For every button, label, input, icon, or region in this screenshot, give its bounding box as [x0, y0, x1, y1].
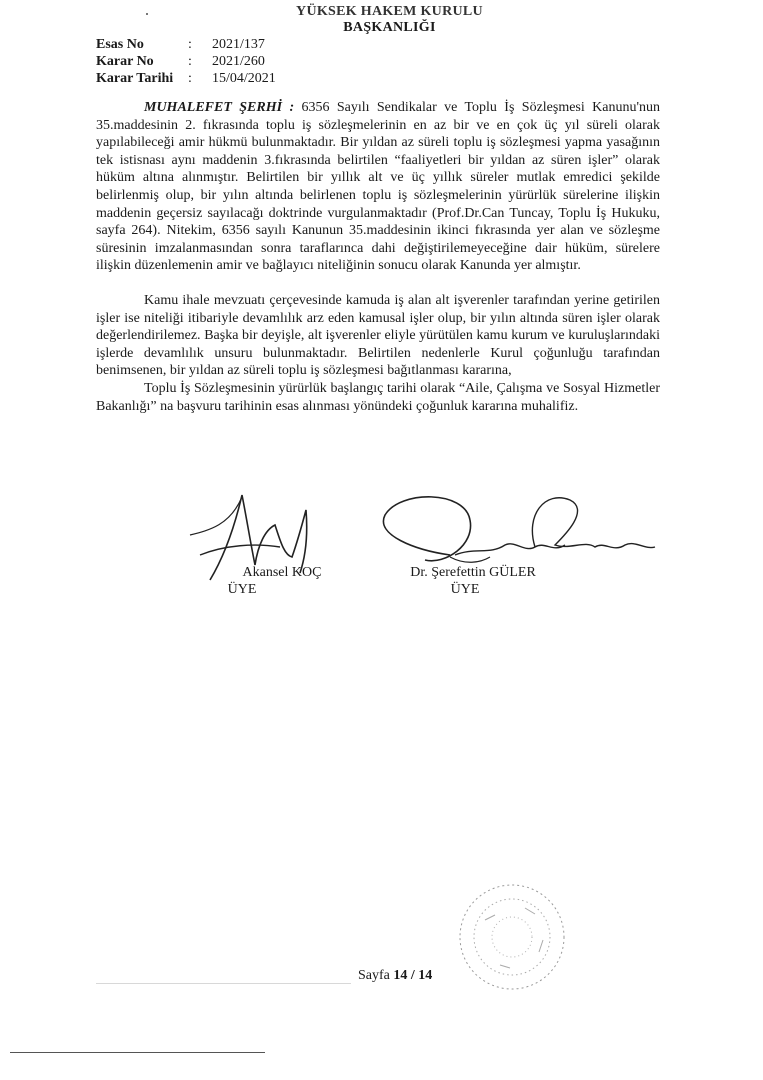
page-separator: / [410, 968, 415, 983]
bottom-scan-line [10, 1052, 265, 1053]
signatory-2-name: Dr. Şerefettin GÜLER [410, 565, 536, 580]
meta-label: Karar Tarihi [96, 71, 174, 86]
page-label: Sayfa [358, 968, 390, 983]
meta-value: 15/04/2021 [212, 71, 276, 86]
dissent-heading: MUHALEFET ŞERHİ : [144, 100, 295, 115]
meta-row-esas [96, 36, 276, 53]
meta-label: Karar No [96, 54, 154, 69]
signatory-2-role: ÜYE [450, 582, 480, 597]
page-total: 14 [418, 968, 433, 983]
paragraph-1-text: 6356 Sayılı Sendikalar ve Toplu İş Sözleşmesi Kanunu'nun 35.maddesinin 2. fıkrasında toplu iş sözleşmelerinin en az bir ve en çok üç yıl süreli olarak yapılabileceği amir hükmü bulunmaktadır. Bir yıldan az süreli toplu iş sözleşmesi yapma yasağının tek istisnası aynı maddenin 3.fıkrasında belirtilen “faaliyetleri bir yıldan az süren işler” olarak hüküm altına alınmıştır. Belirtilen bir yıllık alt ve üç yıllık süreler mutlak emredici şekilde belirlenmiş olup, bir yılın altında belirlenen toplu iş sözleşmelerinin yürürlük sürelerine ilişkin maddenin geçersiz sayılacağı doktrinde vurgulanmaktadır (Prof.Dr.Can Tuncay, Toplu İş Hukuku, sayfa 264). Nitekim, 6356 sayılı Kanunun 35.maddesinin ikinci fıkrasında yer alan ve sözleşme süresinin imzalanmasından sonra taraflarınca dahi değiştirilemeyeceğine dair hüküm, sürelere ilişkin düzenlemenin amir ve bağlayıcı niteliğinin sonucu olarak Kanunda yer almıştır. [96, 100, 660, 274]
official-seal-stamp [455, 880, 570, 995]
footer-divider-left [96, 983, 351, 984]
signatory-1-role: ÜYE [227, 582, 257, 597]
case-metadata [96, 36, 276, 87]
meta-label: Esas No [96, 37, 144, 52]
meta-value: 2021/260 [212, 54, 265, 69]
meta-separator: : [188, 71, 192, 86]
meta-row-karar [96, 53, 276, 70]
meta-value: 2021/137 [212, 37, 265, 52]
meta-row-karar-tarihi [96, 70, 276, 87]
institution-department: BAŞKANLIĞI [343, 20, 436, 35]
dissent-body [96, 99, 660, 415]
institution-name: YÜKSEK HAKEM KURULU [296, 4, 483, 19]
meta-separator: : [188, 37, 192, 52]
paragraph-3: Toplu İş Sözleşmesinin yürürlük başlangıç tarihi olarak “Aile, Çalışma ve Sosyal Hizmetler Bakanlığı” na başvuru tarihinin esas alınması yönündeki çoğunluk kararına muhalifiz. [96, 380, 660, 414]
paragraph-1 [96, 99, 660, 275]
paragraph-2: Kamu ihale mevzuatı çerçevesinde kamuda iş alan alt işverenler tarafından yerine getirilen işler ise niteliği itibariyle devamlılık arz eden kamusal işler olup, bir yılın altında süren işler olarak değerlendirilemez. Başka bir deyişle, alt işverenler eliyle yürütülen kamu kurum ve kuruluşlarındaki işlerde devamlılık unsuru bulunmaktadır. Belirtilen nedenlerle Kurul çoğunluğu tarafından benimsenen, bir yıldan az süreli toplu iş sözleşmesi bağıtlanması kararına, [96, 292, 660, 379]
signatory-1-name: Akansel KOÇ [242, 565, 322, 580]
page-number [358, 968, 432, 984]
meta-separator: : [188, 54, 192, 69]
page-current: 14 [393, 968, 408, 983]
